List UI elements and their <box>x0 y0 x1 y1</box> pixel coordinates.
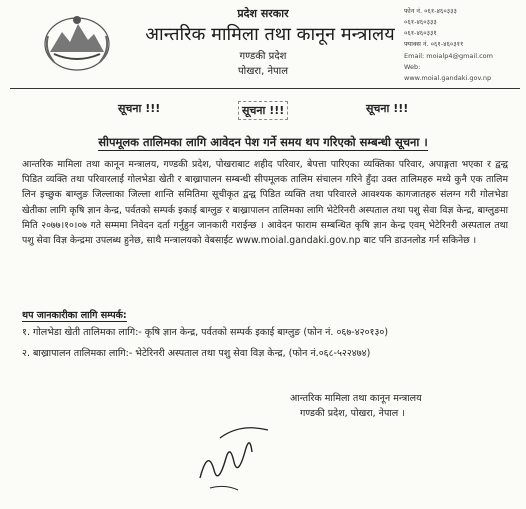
header-contact-block <box>404 6 522 84</box>
web-address: www.moial.gandaki.gov.np <box>404 74 492 82</box>
signoff-location: गण्डकी प्रदेश, पोखरा, नेपाल । <box>300 408 405 419</box>
header-ministry-title: आन्तरिक मामिला तथा कानून मन्त्रालय <box>145 24 395 45</box>
web-label: Web: <box>404 63 421 71</box>
contact-item-2: २. बाख्रापालन तालिमका लागि:- भेटेरिनरी अस्पताल तथा पशु सेवा विज्ञ केन्द्र, (फोन नं.०६८-५२२४७४) <box>22 348 371 359</box>
notice-heading-left: सूचना !!! <box>118 102 161 115</box>
phone-3: ०६१-४६०३३१ <box>404 29 437 37</box>
contact-heading-text: थप जानकारीका लागि सम्पर्क: <box>22 310 127 321</box>
header-location: पोखरा, नेपाल <box>237 66 289 77</box>
phone-1: फोन नं. ०६१-४६०३३३ <box>404 7 457 15</box>
contact-item-1: १. गोलभेडा खेती तालिमका लागि:- कृषि ज्ञान केन्द्र, पर्वतको सम्पर्क इकाई बाग्लुङ (फोन नं. ०६७-४२०१३०) <box>22 327 389 338</box>
header-government: प्रदेश सरकार <box>237 7 289 20</box>
notice-subject-text: सीपमूलक तालिमका लागि आवेदन पेश गर्ने समय थप गरिएको सम्बन्धी सूचना । <box>98 135 428 149</box>
notice-body: आन्तरिक मामिला तथा कानून मन्त्रालय, गण्डकी प्रदेश, पोखराबाट शहीद परिवार, बेपत्ता पारिएका व्यक्तिका परिवार, अपाङ्गता भएका र द्वन्द्व पिडित व्यक्ति तथा परिवारलाई गोलभेडा खेती र बाख्रापालन सम्बन्धी सीपमूलक तालिम संचालन गरिने हुँदा उक्त तालिमहरु मध्ये कुनै एक तालिम लिन इच्छुक बाग्लुङ जिल्लाका जिल्ला शान्ति समितिमा सूचीकृत द्वन्द्व पिडित व्यक्ति तथा परिवारले आवश्यक कागजातहरु संलग्न गरी गोलभेडा खेतीका लागि कृषि ज्ञान केन्द्र, पर्वतको सम्पर्क इकाई बाग्लुङ र बाख्रापालन तालिमका लागि भेटेरिनरी अस्पताल तथा पशु सेवा विज्ञ केन्द्र, बाग्लुङमा मिति २०७७।१०।०७ गते सम्ममा निवेदन दर्ता गर्नुहुन जानकारी गराईन्छ । आवेदन फाराम सम्बन्धित कृषि ज्ञान केन्द्र एवम् भेटेरिनरी अस्पताल तथा पशु सेवा विज्ञ केन्द्रमा उपलब्ध हुनेछ, साथै मन्त्रालयको वेबसाईट www.moial.gandaki.gov.np बाट पनि डाउनलोड गर्न सकिनेछ । <box>22 159 509 247</box>
header-province: गण्डकी प्रदेश <box>239 51 287 62</box>
phone-2: ०६१-४६०३३३ <box>404 18 437 26</box>
notice-heading-center: सूचना !!! <box>238 101 288 120</box>
notice-heading-right: सूचना !!! <box>366 102 409 115</box>
contact-heading <box>22 308 127 321</box>
notice-subject <box>0 135 526 150</box>
email-address: Email: moialp4@gmail.com <box>404 52 493 60</box>
header-divider <box>10 88 520 89</box>
fax-number: फ्याक्स नं. ०६१-४६०३११ <box>404 40 464 48</box>
handwritten-signature <box>180 418 280 498</box>
signoff-ministry: आन्तरिक मामिला तथा कानून मन्त्रालय <box>290 393 422 404</box>
